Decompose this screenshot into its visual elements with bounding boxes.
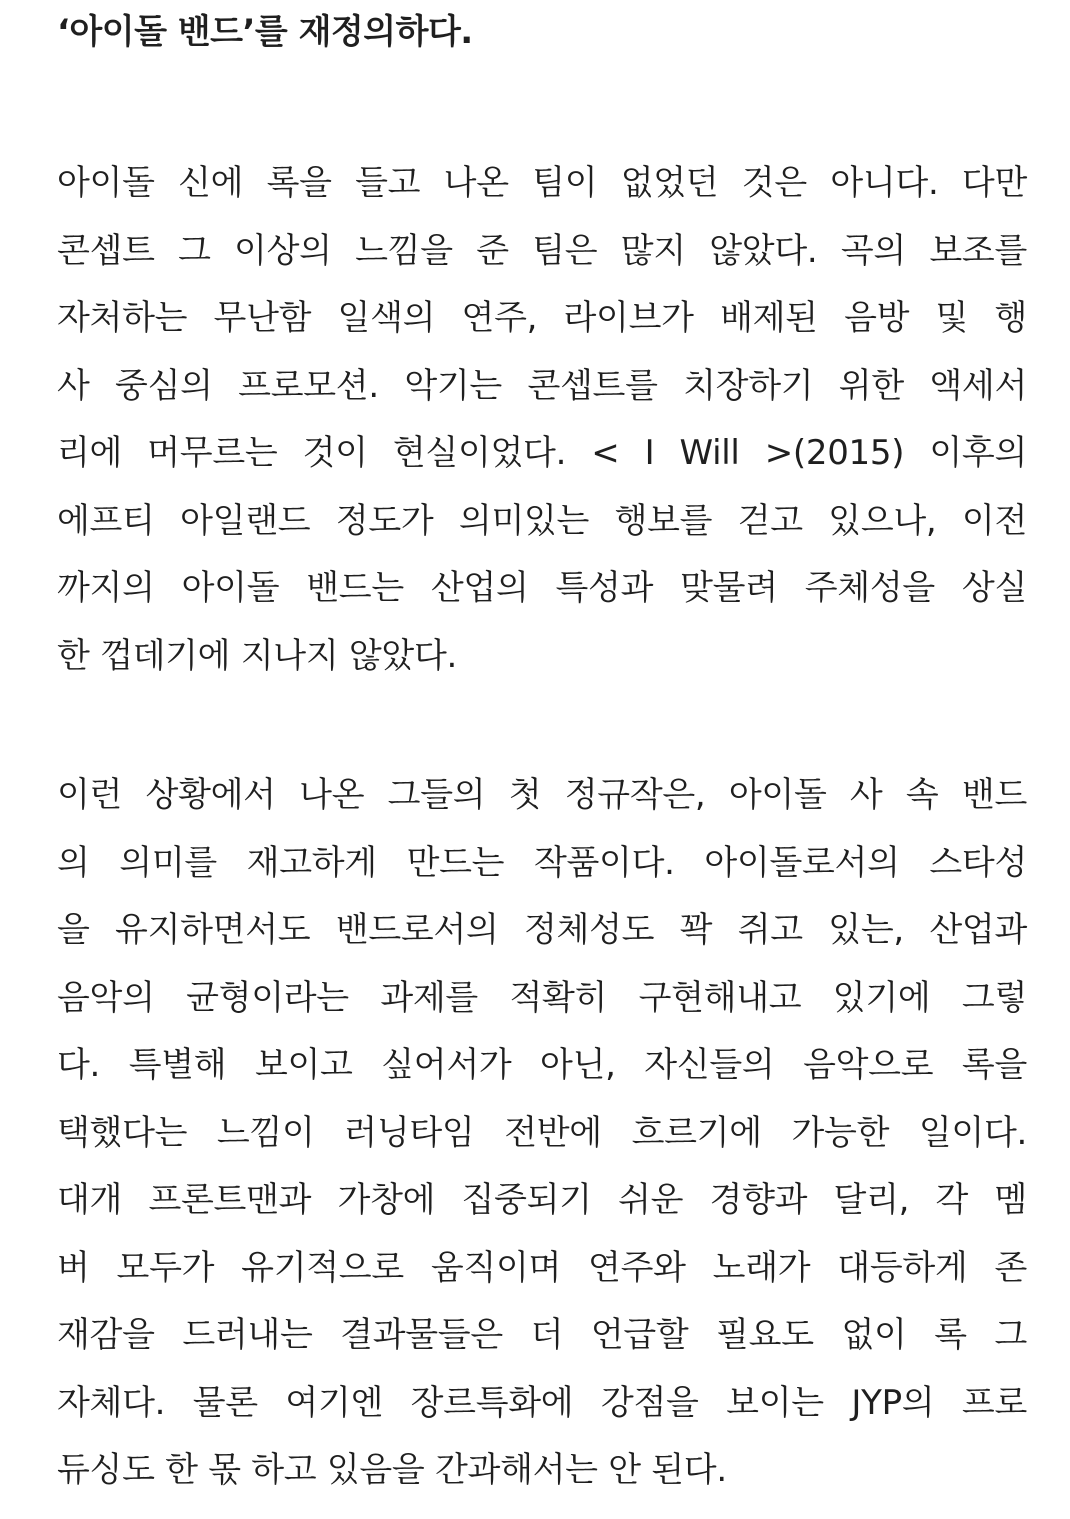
paragraph-line: 자처하는 무난함 일색의 연주, 라이브가 배제된 음방 및 행 [57,298,1027,338]
paragraph-line: 이런 상황에서 나온 그들의 첫 정규작은, 아이돌 사 속 밴드 [57,775,1027,815]
article-body [57,0,1027,1505]
paragraph-line: 까지의 아이돌 밴드는 산업의 특성과 맞물려 주체성을 상실 [57,568,1027,608]
paragraph-line: 재감을 드러내는 결과물들은 더 언급할 필요도 없이 록 그 [57,1315,1027,1355]
paragraph-1 [57,150,1027,690]
paragraph-2 [57,762,1027,1505]
paragraph-line: 한 껍데기에 지나지 않았다. [57,635,458,676]
paragraph-line: 의 의미를 재고하게 만드는 작품이다. 아이돌로서의 스타성 [57,842,1027,883]
paragraph-line: 콘셉트 그 이상의 느낌을 준 팀은 많지 않았다. 곡의 보조를 [57,230,1027,271]
paragraph-line: 리에 머무르는 것이 현실이었다. < I Will >(2015) 이후의 [57,433,1027,473]
paragraph-line: 택했다는 느낌이 러닝타임 전반에 흐르기에 가능한 일이다. [57,1112,1027,1153]
paragraph-line: 에프티 아일랜드 정도가 의미있는 행보를 걷고 있으나, 이전 [57,500,1027,541]
paragraph-line: 다. 특별해 보이고 싶어서가 아닌, 자신들의 음악으로 록을 [57,1045,1027,1085]
article-heading: ‘아이돌 밴드’를 재정의하다. [57,12,473,52]
paragraph-line: 버 모두가 유기적으로 움직이며 연주와 노래가 대등하게 존 [57,1247,1027,1288]
paragraph-line: 사 중심의 프로모션. 악기는 콘셉트를 치장하기 위한 액세서 [57,365,1027,406]
paragraph-line: 을 유지하면서도 밴드로서의 정체성도 꽉 쥐고 있는, 산업과 [57,910,1027,950]
paragraph-line: 아이돌 신에 록을 들고 나온 팀이 없었던 것은 아니다. 다만 [57,163,1027,203]
paragraph-line: 자체다. 물론 여기엔 장르특화에 강점을 보이는 JYP의 프로 [57,1382,1027,1423]
paragraph-line: 음악의 균형이라는 과제를 적확히 구현해내고 있기에 그렇 [57,977,1027,1018]
paragraph-line: 듀싱도 한 몫 하고 있음을 간과해서는 안 된다. [57,1450,727,1490]
paragraph-line: 대개 프론트맨과 가창에 집중되기 쉬운 경향과 달리, 각 멤 [57,1180,1027,1220]
